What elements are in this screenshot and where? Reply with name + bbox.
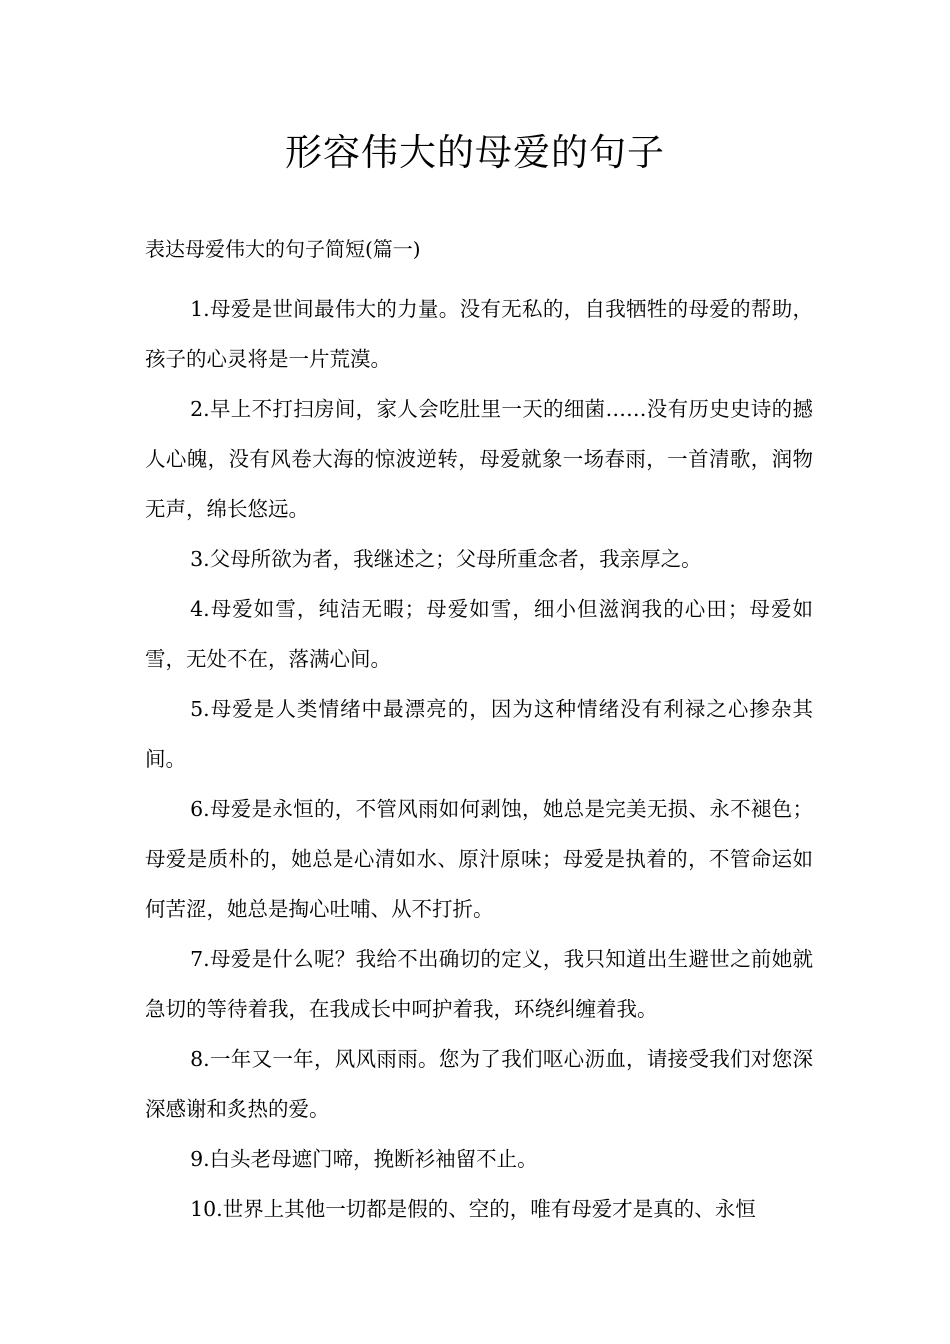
paragraph-5: 5.母爱是人类情绪中最漂亮的，因为这种情绪没有利禄之心掺杂其间。 — [145, 697, 813, 771]
paragraph-6: 6.母爱是永恒的，不管风雨如何剥蚀，她总是完美无损、永不褪色；母爱是质朴的，她总是心清如水、原汁原味；母爱是执着的，不管命运如何苦涩，她总是掏心吐哺、从不打折。 — [145, 797, 813, 921]
paragraph-7: 7.母爱是什么呢？我给不出确切的定义，我只知道出生避世之前她就急切的等待着我，在我成长中呵护着我，环绕纠缠着我。 — [145, 947, 813, 1021]
paragraph-4: 4.母爱如雪，纯洁无暇；母爱如雪，细小但滋润我的心田；母爱如雪，无处不在，落满心间。 — [145, 597, 813, 671]
paragraph-9: 9.白头老母遮门啼，挽断衫袖留不止。 — [190, 1147, 538, 1171]
paragraph-2: 2.早上不打扫房间，家人会吃肚里一天的细菌……没有历史史诗的撼人心魄，没有风卷大海的惊波逆转，母爱就象一场春雨，一首清歌，润物无声，绵长悠远。 — [145, 397, 813, 521]
document-body — [145, 284, 813, 1234]
paragraph-1: 1.母爱是世间最伟大的力量。没有无私的，自我牺牲的母爱的帮助，孩子的心灵将是一片荒漠。 — [145, 297, 813, 371]
section-heading: 表达母爱伟大的句子简短(篇一) — [145, 237, 421, 261]
paragraph-3: 3.父母所欲为者，我继述之；父母所重念者，我亲厚之。 — [190, 547, 702, 571]
paragraph-10: 10.世界上其他一切都是假的、空的，唯有母爱才是真的、永恒 — [190, 1197, 756, 1221]
document-title: 形容伟大的母爱的句子 — [285, 131, 665, 174]
paragraph-8: 8.一年又一年，风风雨雨。您为了我们呕心沥血，请接受我们对您深深感谢和炙热的爱。 — [145, 1047, 813, 1121]
